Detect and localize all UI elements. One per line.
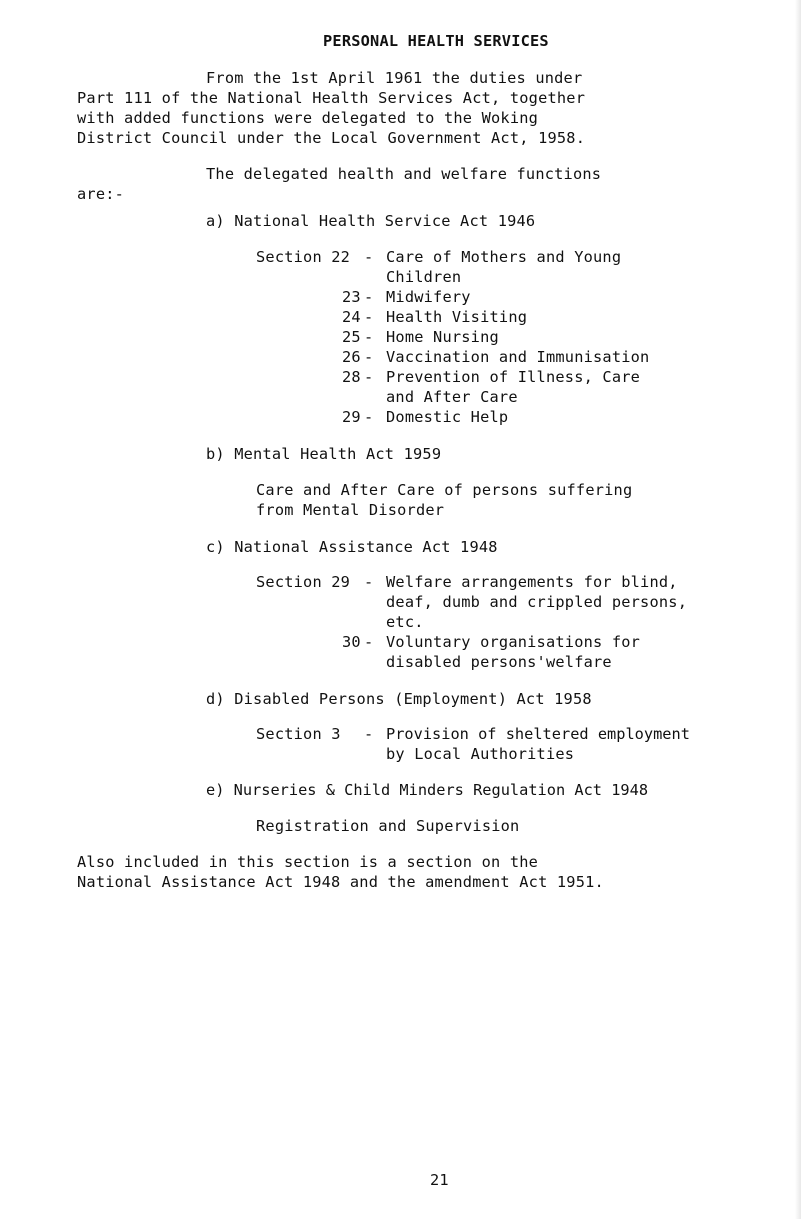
page-title: PERSONAL HEALTH SERVICES <box>323 32 549 50</box>
section-d-text-cont: by Local Authorities <box>386 745 575 763</box>
closing-paragraph-line-2: National Assistance Act 1948 and the amendment Act 1951. <box>77 873 604 891</box>
section-dash: - <box>364 725 374 743</box>
intro-paragraph-line-2: Part 111 of the National Health Services Act, together <box>77 89 586 107</box>
section-a-item-number: 28 <box>342 368 361 386</box>
section-a-item-number: 23 <box>342 288 361 306</box>
section-a-item-text: Midwifery <box>386 288 471 306</box>
closing-paragraph-line-1: Also included in this section is a section on the <box>77 853 539 871</box>
section-dash: - <box>364 408 374 426</box>
intro-paragraph-line-3: with added functions were delegated to the Woking <box>77 109 539 127</box>
section-dash: - <box>364 288 374 306</box>
page-number: 21 <box>430 1171 449 1189</box>
section-a-item-text-cont: Children <box>386 268 462 286</box>
intro-paragraph-line-1: From the 1st April 1961 the duties under <box>206 69 583 87</box>
section-dash: - <box>364 308 374 326</box>
intro-paragraph-line-4: District Council under the Local Government Act, 1958. <box>77 129 586 147</box>
section-e-text: Registration and Supervision <box>256 817 520 835</box>
section-a-item-text: Prevention of Illness, Care <box>386 368 641 386</box>
section-a-item-text: Home Nursing <box>386 328 499 346</box>
section-a-heading: a) National Health Service Act 1946 <box>206 212 536 230</box>
section-a-item-text: Domestic Help <box>386 408 509 426</box>
page-edge-shadow <box>795 0 801 1219</box>
section-dash: - <box>364 368 374 386</box>
section-c-item-number: 30 <box>342 633 361 651</box>
section-b-text-line-1: Care and After Care of persons suffering <box>256 481 633 499</box>
section-a-item-text-cont: and After Care <box>386 388 518 406</box>
section-a-item-number: Section 22 <box>256 248 351 266</box>
section-a-item-text: Health Visiting <box>386 308 528 326</box>
section-a-item-number: 26 <box>342 348 361 366</box>
delegated-paragraph-line-1: The delegated health and welfare functions <box>206 165 602 183</box>
section-a-item-number: 24 <box>342 308 361 326</box>
section-c-item-text-cont: etc. <box>386 613 424 631</box>
section-dash: - <box>364 633 374 651</box>
section-a-item-number: 25 <box>342 328 361 346</box>
section-d-heading: d) Disabled Persons (Employment) Act 1958 <box>206 690 592 708</box>
delegated-paragraph-line-2: are:- <box>77 185 125 203</box>
section-c-item-text-cont: disabled persons'welfare <box>386 653 612 671</box>
section-d-text: Provision of sheltered employment <box>386 725 690 743</box>
section-a-item-text: Care of Mothers and Young <box>386 248 622 266</box>
section-dash: - <box>364 573 374 591</box>
section-c-item-number: Section 29 <box>256 573 351 591</box>
section-e-heading: e) Nurseries & Child Minders Regulation Act 1948 <box>206 781 649 799</box>
section-dash: - <box>364 348 374 366</box>
section-b-heading: b) Mental Health Act 1959 <box>206 445 442 463</box>
section-d-number: Section 3 <box>256 725 341 743</box>
section-dash: - <box>364 248 374 266</box>
section-c-item-text-cont: deaf, dumb and crippled persons, <box>386 593 688 611</box>
section-b-text-line-2: from Mental Disorder <box>256 501 445 519</box>
section-a-item-number: 29 <box>342 408 361 426</box>
section-dash: - <box>364 328 374 346</box>
section-a-item-text: Vaccination and Immunisation <box>386 348 650 366</box>
section-c-item-text: Welfare arrangements for blind, <box>386 573 678 591</box>
section-c-heading: c) National Assistance Act 1948 <box>206 538 498 556</box>
section-c-item-text: Voluntary organisations for <box>386 633 641 651</box>
